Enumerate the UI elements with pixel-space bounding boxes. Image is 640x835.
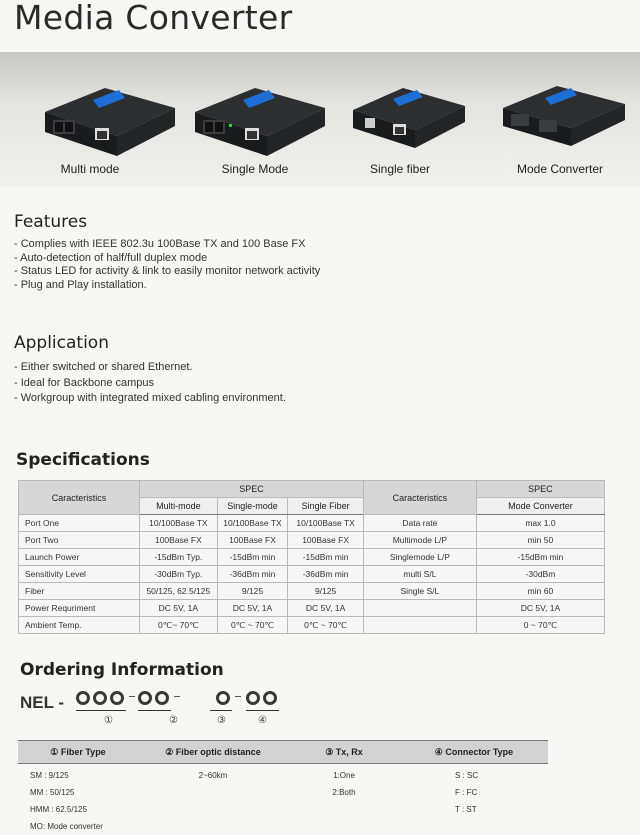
product-multi-mode <box>10 52 170 187</box>
table-cell: 0℃ ~ 70℃ <box>288 617 364 634</box>
column-header: SPEC <box>140 481 364 498</box>
product-banner <box>0 52 640 187</box>
list-item: 1:One <box>333 771 355 780</box>
table-row <box>19 549 605 566</box>
table-cell: 50/125, 62.5/125 <box>140 583 218 600</box>
list-item: - Auto-detection of half/full duplex mode <box>14 251 208 264</box>
column-header: Single Fiber <box>288 498 364 515</box>
product-mode-converter <box>480 52 640 187</box>
table-cell: max 1.0 <box>476 515 604 532</box>
specifications-table <box>18 480 605 634</box>
table-cell: 0℃~ 70℃ <box>140 617 218 634</box>
fiber-type-cell <box>18 764 138 835</box>
table-cell: Single S/L <box>363 583 476 600</box>
row-label: Sensitivity Level <box>19 566 140 583</box>
code-digit-ring <box>110 691 124 705</box>
table-cell: min 50 <box>476 532 604 549</box>
media-converter-image <box>35 60 175 160</box>
list-item: - Ideal for Backbone campus <box>14 376 155 389</box>
code-underline <box>246 710 279 711</box>
table-row <box>19 600 605 617</box>
code-digit-ring <box>263 691 277 705</box>
product-caption: Single fiber <box>369 162 431 176</box>
application-list <box>14 360 286 407</box>
list-item: F : FC <box>455 788 478 797</box>
list-item: - Workgroup with integrated mixed cabling environment. <box>14 392 286 404</box>
row-label: Port Two <box>19 532 140 549</box>
table-cell <box>363 600 476 617</box>
column-header: ① Fiber Type <box>18 741 138 764</box>
table-row <box>19 515 605 532</box>
table-row <box>19 532 605 549</box>
code-digit-ring <box>76 691 90 705</box>
product-single-mode <box>175 52 335 187</box>
order-code-prefix: NEL - <box>20 693 65 712</box>
product-caption: Multi mode <box>60 162 120 176</box>
list-item: - Plug and Play installation. <box>14 278 147 291</box>
table-cell: -15dBm Typ. <box>140 549 218 566</box>
table-cell: -15dBm min <box>288 549 364 566</box>
list-item: - Complies with IEEE 802.3u 100Base TX and 100 Base FX <box>14 238 306 250</box>
table-cell: -36dBm min <box>217 566 288 583</box>
column-header: ② Fiber optic distance <box>138 741 288 764</box>
column-header: Mode Converter <box>476 498 604 515</box>
media-converter-image <box>185 62 325 162</box>
table-row <box>19 583 605 600</box>
table-cell: -30dBm <box>476 566 604 583</box>
list-item: 2:Both <box>332 788 356 797</box>
features-list <box>14 238 320 292</box>
table-cell: Singlemode L/P <box>363 549 476 566</box>
code-digit-ring <box>138 691 152 705</box>
table-cell: Multimode L/P <box>363 532 476 549</box>
code-digit-ring <box>155 691 169 705</box>
specifications-heading: Specifications <box>16 450 150 470</box>
product-single-fiber <box>320 52 480 187</box>
row-label: Launch Power <box>19 549 140 566</box>
list-item: MO: Mode converter <box>30 822 103 831</box>
column-header: Caracteristics <box>363 481 476 515</box>
code-underline <box>138 710 171 711</box>
table-cell: -15dBm min <box>476 549 604 566</box>
distance-cell <box>138 764 288 835</box>
table-cell: DC 5V, 1A <box>140 600 218 617</box>
table-cell: 100Base FX <box>140 532 218 549</box>
code-underline <box>76 710 126 711</box>
txrx-cell <box>288 764 400 835</box>
column-header: ④ Connector Type <box>400 741 548 764</box>
table-cell: 100Base FX <box>288 532 364 549</box>
row-label: Port One <box>19 515 140 532</box>
table-cell: DC 5V, 1A <box>217 600 288 617</box>
table-cell <box>363 617 476 634</box>
code-digit-ring <box>93 691 107 705</box>
ordering-heading: Ordering Information <box>20 660 224 680</box>
page-title: Media Converter <box>14 0 293 37</box>
table-row <box>18 764 548 835</box>
table-cell: 100Base FX <box>217 532 288 549</box>
code-number: ② <box>169 715 178 726</box>
features-heading: Features <box>14 212 88 232</box>
table-cell: 0℃ ~ 70℃ <box>217 617 288 634</box>
row-label: Power Requriment <box>19 600 140 617</box>
code-digit-ring <box>246 691 260 705</box>
ordering-table <box>18 740 548 835</box>
product-caption: Single Mode <box>221 162 289 176</box>
column-header: ③ Tx, Rx <box>288 741 400 764</box>
table-row <box>19 617 605 634</box>
row-label: Fiber <box>19 583 140 600</box>
media-converter-image <box>495 66 625 156</box>
code-digit-ring <box>216 691 230 705</box>
list-item: MM : 50/125 <box>30 788 75 797</box>
product-caption: Mode Converter <box>516 162 604 176</box>
table-cell: DC 5V, 1A <box>476 600 604 617</box>
table-cell: multi S/L <box>363 566 476 583</box>
table-cell: -30dBm Typ. <box>140 566 218 583</box>
list-item: T : ST <box>455 805 477 814</box>
row-label: Ambient Temp. <box>19 617 140 634</box>
code-dash <box>174 696 180 697</box>
table-cell: Data rate <box>363 515 476 532</box>
table-cell: -15dBm min <box>217 549 288 566</box>
list-item: 2~60km <box>198 771 228 780</box>
code-underline <box>210 710 232 711</box>
code-number: ① <box>104 715 113 726</box>
media-converter-image <box>345 66 465 156</box>
list-item: HMM : 62.5/125 <box>30 805 87 814</box>
table-row <box>19 566 605 583</box>
code-dash <box>129 696 135 697</box>
table-cell: 10/100Base TX <box>140 515 218 532</box>
column-header: Single-mode <box>217 498 288 515</box>
table-cell: 10/100Base TX <box>217 515 288 532</box>
code-number: ④ <box>258 715 267 726</box>
table-cell: 10/100Base TX <box>288 515 364 532</box>
connector-cell <box>400 764 548 835</box>
code-dash <box>235 696 241 697</box>
column-header: Caracteristics <box>19 481 140 515</box>
application-heading: Application <box>14 333 109 353</box>
table-cell: 9/125 <box>217 583 288 600</box>
list-item: SM : 9/125 <box>30 771 69 780</box>
list-item: - Status LED for activity & link to easily monitor network activity <box>14 265 321 277</box>
table-cell: -36dBm min <box>288 566 364 583</box>
table-cell: DC 5V, 1A <box>288 600 364 617</box>
table-cell: 9/125 <box>288 583 364 600</box>
table-cell: 0 ~ 70℃ <box>476 617 604 634</box>
list-item: - Either switched or shared Ethernet. <box>14 361 193 373</box>
code-number: ③ <box>217 715 226 726</box>
column-header: Multi-mode <box>140 498 218 515</box>
column-header: SPEC <box>476 481 604 498</box>
table-cell: min 60 <box>476 583 604 600</box>
list-item: S : SC <box>455 771 479 780</box>
